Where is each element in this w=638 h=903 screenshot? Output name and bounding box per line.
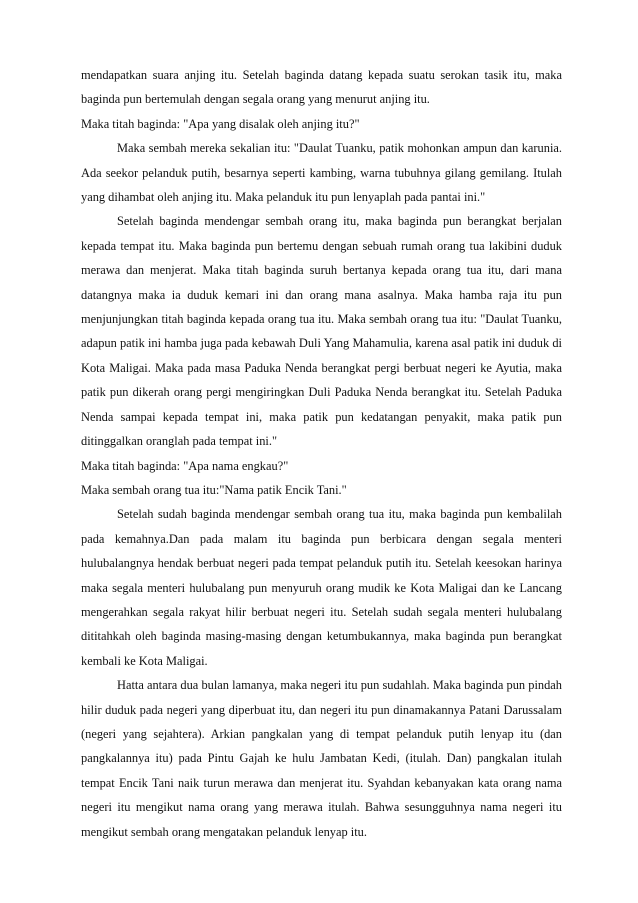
- paragraph: Maka sembah mereka sekalian itu: "Daulat Tuanku, patik mohonkan ampun dan karunia. Ada seekor pelanduk putih, besarnya seperti kambing, warna tubuhnya gilang gemilang. Itulah yang dihambat oleh anjing itu. Maka pelanduk itu pun lenyaplah pada pantai ini.": [81, 141, 562, 205]
- paragraph: Maka titah baginda: "Apa nama engkau?": [81, 458, 289, 473]
- paragraph: Setelah sudah baginda mendengar sembah orang tua itu, maka baginda pun kembalilah pada kemahnya.Dan pada malam itu baginda pun berbicara dengan segala menteri hulubalangnya hendak berbuat negeri pada tempat pelanduk putih itu. Setelah keesokan harinya maka segala menteri hulubalang pun menyuruh orang mudik ke Kota Maligai dan ke Lancang mengerahkan segala rakyat hilir berbuat negeri itu. Setelah sudah segala menteri hulubalang dititahkah oleh baginda masing-masing dengan ketumbukannya, maka baginda pun berangkat kembali ke Kota Maligai.: [81, 507, 562, 668]
- document-page: [81, 63, 562, 844]
- paragraph: Maka titah baginda: "Apa yang disalak oleh anjing itu?": [81, 116, 360, 131]
- paragraph: Hatta antara dua bulan lamanya, maka negeri itu pun sudahlah. Maka baginda pun pindah hilir duduk pada negeri yang diperbuat itu, dan negeri itu pun dinamakannya Patani Darussalam (negeri yang sejahtera). Arkian pangkalan yang di tempat pelanduk putih lenyap itu (dan pangkalannya itu) pada Pintu Gajah ke hulu Jambatan Kedi, (itulah. Dan) pangkalan itulah tempat Encik Tani naik turun merawa dan menjerat itu. Syahdan kebanyakan kata orang nama negeri itu mengikut nama orang yang merawa itulah. Bahwa sesungguhnya nama negeri itu mengikut sembah orang mengatakan pelanduk lenyap itu.: [81, 678, 562, 839]
- paragraph: mendapatkan suara anjing itu. Setelah baginda datang kepada suatu serokan tasik itu, maka baginda pun bertemulah dengan segala orang yang menurut anjing itu.: [81, 68, 562, 107]
- paragraph: Setelah baginda mendengar sembah orang itu, maka baginda pun berangkat berjalan kepada tempat itu. Maka baginda pun bertemu dengan sebuah rumah orang tua lakibini duduk merawa dan menjerat. Maka titah baginda suruh bertanya kepada orang tua itu, dari mana datangnya maka ia duduk kemari ini dan orang mana asalnya. Maka hamba raja itu pun menjunjungkan titah baginda kepada orang tua itu. Maka sembah orang tua itu: "Daulat Tuanku, adapun patik ini hamba juga pada kebawah Duli Yang Mahamulia, karena asal patik ini duduk di Kota Maligai. Maka pada masa Paduka Nenda berangkat pergi berbuat negeri ke Ayutia, maka patik pun dikerah orang pergi mengiringkan Duli Paduka Nenda berangkat itu. Setelah Paduka Nenda sampai kepada tempat ini, maka patik pun kedatangan penyakit, maka patik pun ditinggalkan oranglah pada tempat ini.": [81, 214, 562, 449]
- paragraph: Maka sembah orang tua itu:"Nama patik Encik Tani.": [81, 482, 347, 497]
